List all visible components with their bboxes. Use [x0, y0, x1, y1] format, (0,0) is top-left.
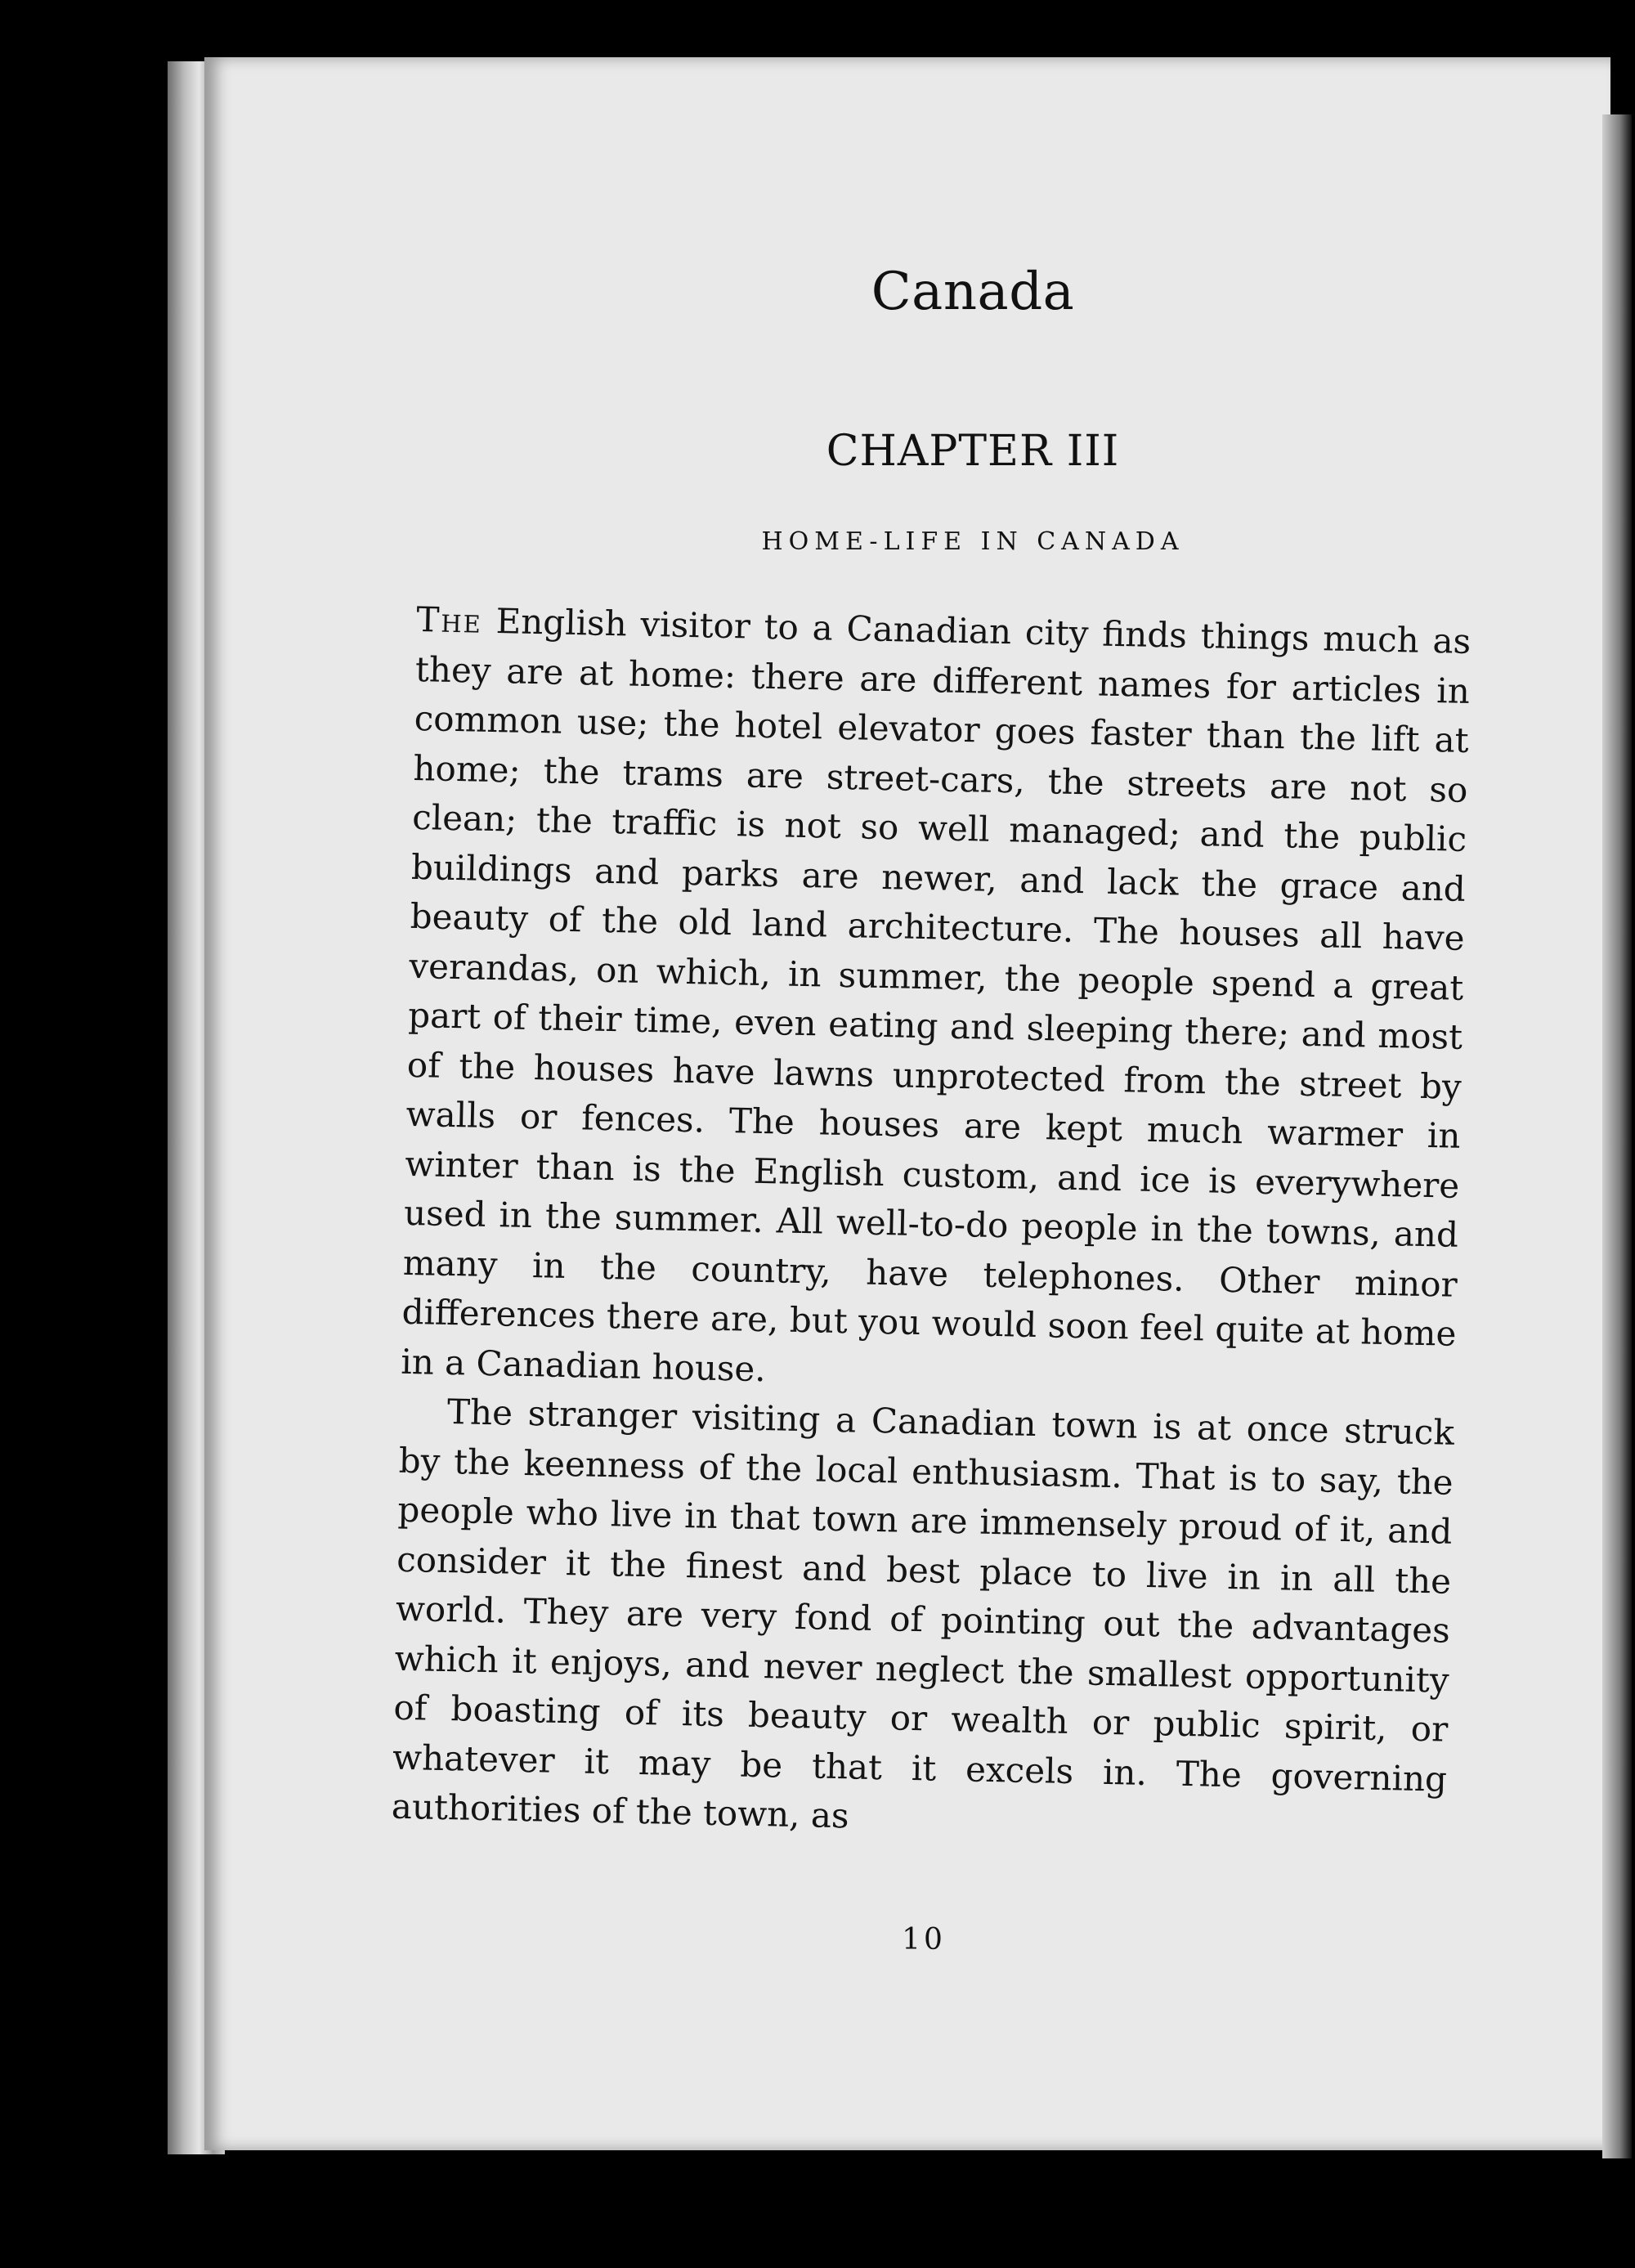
paragraph — [391, 1387, 1454, 1853]
paragraph-lead-word: The — [415, 598, 483, 641]
paragraph-text: English visitor to a Canadian city finds things much as they are at home: there are different names for articles in common use; the hotel elevator goes faster than the lift at home; the trams are street-cars, the streets are not so clean; the traffic is not so well managed; and the public buildings and parks are newer, and lack the grace and beauty of the old land architecture. The houses all have verandas, on which, in summer, the people spend a great part of their time, even eating and sleeping there; and most of the houses have lawns unprotected from the street by walls or fences. The houses are kept much warmer in winter than is the English custom, and ice is everywhere used in the summer. All well-to-do people in the towns, and many in the country, have telephones. Other minor differences there are, but you would soon feel quite at home in a Canadian house. — [400, 600, 1472, 1389]
chapter-heading: CHAPTER III — [826, 427, 1120, 476]
paragraph — [401, 595, 1472, 1409]
page-edge — [1602, 114, 1632, 2158]
page-number: 10 — [902, 1923, 946, 1956]
paragraph-text: The stranger visiting a Canadian town is at once struck by the keenness of the local enthusiasm. That is to say, the people who live in that town are immensely proud of it, and consider it the finest and best place to live in in all the world. They are very fond of pointing out the advantages which it enjoys, and never neglect the smallest opportunity of boasting of its beauty or wealth or public spirit, or whatever it may be that it excels in. The governing authorities of the town, as — [391, 1392, 1455, 1836]
chapter-subtitle: HOME-LIFE IN CANADA — [761, 527, 1185, 556]
running-head: Canada — [871, 262, 1075, 322]
body-text — [391, 595, 1471, 1853]
